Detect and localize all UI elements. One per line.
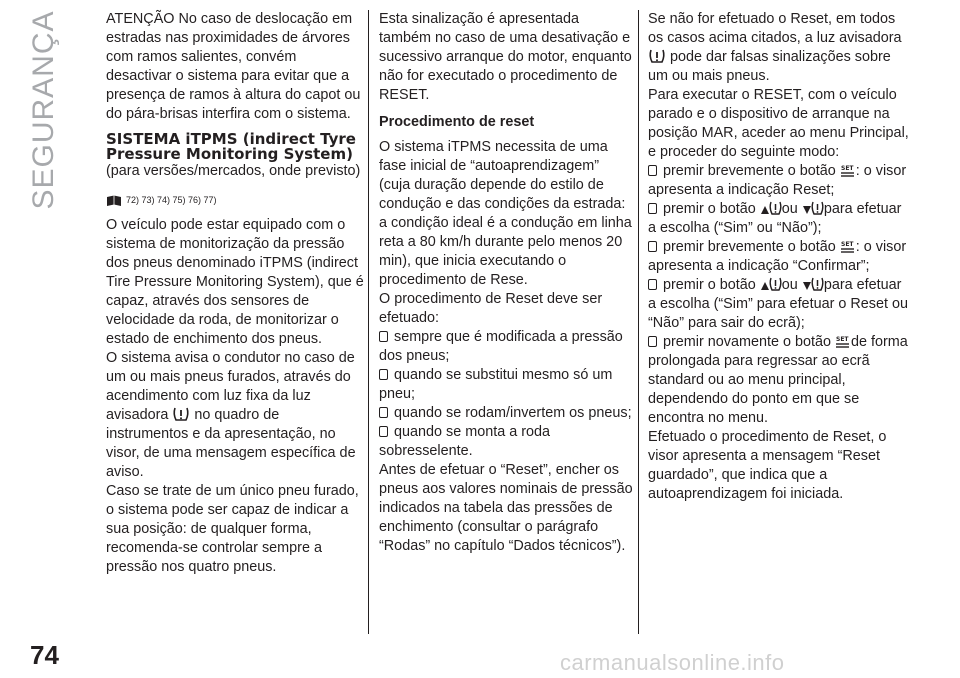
bullet-box-icon (648, 279, 657, 290)
up-tyre-button-icon (760, 200, 782, 216)
bullet-item: quando se monta a roda sobresselente. (379, 424, 551, 459)
bullet-item: premir novamente o botão SET de forma prolongada para regressar ao ecrã standard ou ao menu principal, dependendo do ponto em que se encontra no menu. (648, 334, 908, 426)
bullet-item: premir brevemente o botão SET : o visor apresenta a indicação “Confirmar”; (648, 239, 907, 274)
column-2 (379, 10, 634, 556)
tyre-pressure-warning-icon (172, 406, 190, 422)
down-tyre-button-icon (802, 200, 824, 216)
book-warning-icon (106, 195, 122, 207)
bullet-box-icon (379, 407, 388, 418)
warning-references (106, 191, 364, 210)
bullet-box-icon (379, 369, 388, 380)
bullet-item: quando se substitui mesmo só um pneu; (379, 367, 613, 402)
paragraph: Para executar o RESET, com o veículo parado e o dispositivo de arranque na posição MAR, aceder ao menu Principal, e proceder do seguinte modo: (648, 87, 909, 160)
reference-numbers: 72) 73) 74) 75) 76) 77) (126, 195, 217, 205)
bullet-item: sempre que é modificada a pressão dos pneus; (379, 329, 623, 364)
column-divider (638, 10, 639, 634)
bullet-box-icon (648, 241, 657, 252)
bullet-box-icon (648, 165, 657, 176)
section-subtitle: (para versões/mercados, onde previsto) (106, 163, 361, 179)
paragraph: O sistema iTPMS necessita de uma fase inicial de “autoaprendizagem” (cuja duração depende do estilo de condução e das condições da estrada: a condição ideal é a condução em linha reta a 80 km/h durante pelo menos 20 min), que inicia executando o procedimento de Rese. (379, 139, 632, 288)
bullet-box-icon (379, 426, 388, 437)
set-button-icon (840, 240, 856, 254)
bullet-item: premir o botão ou para efetuar a escolha (“Sim” ou “Não”); (648, 201, 902, 236)
bullet-item: premir brevemente o botão SET : o visor apresenta a indicação Reset; (648, 163, 907, 198)
tyre-pressure-warning-icon (648, 48, 666, 64)
watermark: carmanualsonline.info (560, 650, 785, 675)
paragraph: Antes de efetuar o “Reset”, encher os pneus aos valores nominais de pressão indicados na tabela das pressões de enchimento (consultar o parágrafo “Rodas” no capítulo “Dados técnicos”). (379, 462, 633, 554)
up-tyre-button-icon (760, 276, 782, 292)
paragraph (106, 349, 364, 482)
text: O sistema avisa o condutor no caso de um ou mais pneus furados, através do acendimento com luz fixa da luz avisadora (106, 350, 355, 423)
paragraph: Se não for efetuado o Reset, em todos os casos acima citados, a luz avisadora pode dar falsas sinalizações sobre um ou mais pneus. (648, 11, 902, 84)
column-divider (368, 10, 369, 634)
bullet-box-icon (379, 331, 388, 342)
bullet-box-icon (648, 203, 657, 214)
bullet-box-icon (648, 336, 657, 347)
warning-paragraph: ATENÇÃO No caso de deslocação em estradas nas proximidades de árvores com ramos salientes, convém desactivar o sistema para evitar que a presença de ramos à altura do capot ou do pára-brisas interfira com o sistema. (106, 11, 361, 122)
svg-text:SET: SET (836, 336, 849, 343)
column-1 (106, 10, 364, 577)
paragraph: Caso se trate de um único pneu furado, o sistema pode ser capaz de indicar a sua posição: de qualquer forma, recomenda-se controlar sempre a pressão nos quatro pneus. (106, 483, 359, 575)
paragraph: O procedimento de Reset deve ser efetuado: (379, 291, 603, 326)
section-side-label: SEGURANÇA (27, 10, 60, 210)
bullet-item: quando se rodam/invertem os pneus; (379, 404, 634, 423)
paragraph: O veículo pode estar equipado com o sistema de monitorização da pressão dos pneus denominado iTPMS (indirect Tire Pressure Monitoring System), que é capaz, através dos sensores de velocidade da roda, de monitorizar o estado de enchimento dos pneus. (106, 217, 364, 347)
text: no quadro de instrumentos e da apresentação, no visor, de uma mensagem específica de aviso. (106, 407, 356, 480)
bullet-item: premir o botão ou para efetuar a escolha (“Sim” para efetuar o Reset ou “Não” para sair do ecrã); (648, 277, 908, 331)
svg-text:SET: SET (840, 241, 854, 248)
svg-text:SET: SET (840, 165, 854, 172)
set-button-icon (835, 335, 851, 349)
down-tyre-button-icon (802, 276, 824, 292)
set-button-icon (840, 164, 856, 178)
paragraph: Esta sinalização é apresentada também no caso de uma desativação e sucessivo arranque do motor, enquanto não for executado o procedimento de RESET. (379, 11, 632, 103)
column-3 (648, 10, 910, 504)
subheading: Procedimento de reset (379, 114, 535, 130)
page-number: 74 (30, 640, 59, 670)
paragraph: Efetuado o procedimento de Reset, o visor apresenta a mensagem “Reset guardado”, que indica que a autoaprendizagem foi iniciada. (648, 429, 887, 502)
section-title: SISTEMA iTPMS (indirect Tyre Pressure Monitoring System) (106, 130, 356, 163)
